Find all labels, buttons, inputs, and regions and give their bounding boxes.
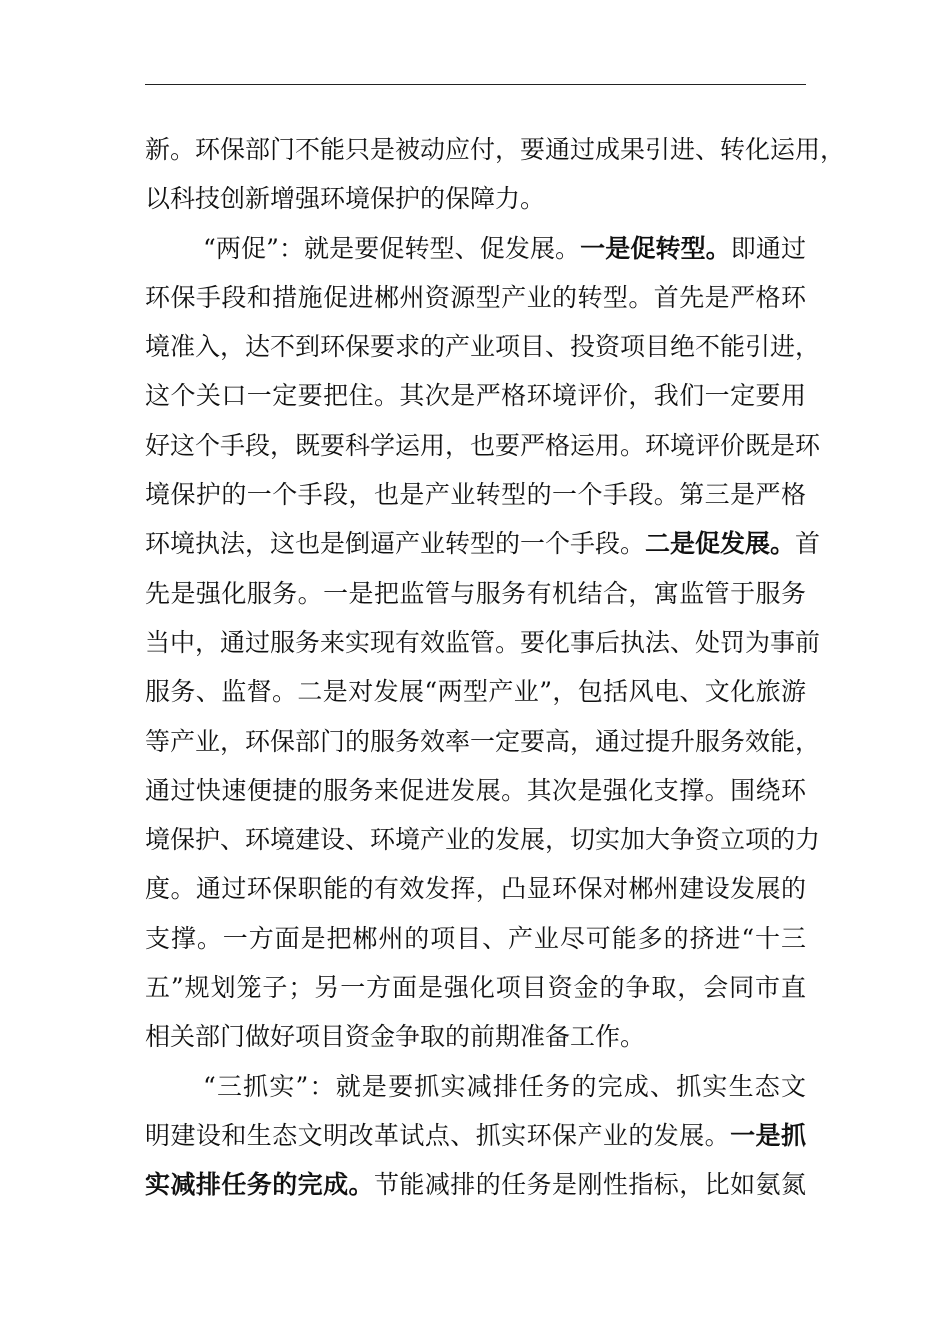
text-segment: 新。环保部门不能只是被动应付，要通过成果引进、转化运用， — [145, 135, 846, 164]
text-segment: 明建设和生态文明改革试点、抓实环保产业的发展。 — [145, 1120, 731, 1150]
text-line — [145, 470, 806, 519]
text-segment: 境保护、环境建设、环境产业的发展，切实加大争资立项的力 — [145, 825, 821, 855]
text-line — [145, 519, 821, 568]
text-line — [145, 371, 806, 420]
text-line — [145, 1062, 806, 1111]
header-rule — [145, 84, 806, 85]
text-segment: 首 — [795, 529, 821, 559]
text-segment: 境保护的一个手段，也是产业转型的一个手段。第三是严格 — [145, 480, 806, 510]
text-segment: 境准入，达不到环保要求的产业项目、投资项目绝不能引进， — [145, 332, 821, 362]
text-segment: 环境执法，这也是倒逼产业转型的一个手段。 — [145, 529, 646, 559]
text-segment: 当中，通过服务来实现有效监管。要化事后执法、处罚为事前 — [145, 627, 821, 657]
text-segment: 度。通过环保职能的有效发挥，凸显环保对郴州建设发展的 — [145, 874, 806, 904]
text-line — [145, 1111, 806, 1160]
text-line — [145, 174, 806, 223]
text-line — [145, 963, 806, 1012]
text-line — [145, 224, 806, 273]
bold-heading: 二是促发展。 — [645, 529, 796, 559]
text-line — [145, 717, 821, 766]
text-line — [145, 618, 821, 667]
text-segment: 相关部门做好项目资金争取的前期准备工作。 — [145, 1022, 646, 1052]
body-text — [145, 125, 846, 1210]
text-segment: 等产业，环保部门的服务效率一定要高，通过提升服务效能， — [145, 726, 821, 756]
text-segment: 支撑。一方面是把郴州的项目、产业尽可能多的挤进“十三 — [145, 923, 806, 953]
text-line — [145, 667, 806, 716]
bold-heading: 一是促转型。 — [580, 233, 731, 263]
text-segment: 节能减排的任务是刚性指标，比如氨氮 — [373, 1170, 806, 1200]
text-line — [145, 569, 806, 618]
text-segment: 即通过 — [730, 233, 806, 263]
text-line — [145, 1012, 806, 1061]
text-line — [145, 421, 821, 470]
text-line — [145, 864, 806, 913]
text-line — [145, 914, 806, 963]
text-line — [145, 1160, 806, 1209]
text-segment: 通过快速便捷的服务来促进发展。其次是强化支撑。围绕环 — [145, 775, 806, 805]
text-segment: 这个关口一定要把住。其次是严格环境评价，我们一定要用 — [145, 381, 806, 411]
text-line — [145, 815, 821, 864]
text-line — [145, 273, 806, 322]
text-segment: 环保手段和措施促进郴州资源型产业的转型。首先是严格环 — [145, 282, 806, 312]
bold-heading: 一是抓 — [730, 1120, 806, 1150]
text-segment: “两促”：就是要促转型、促发展。 — [203, 233, 581, 263]
text-segment: 五”规划笼子；另一方面是强化项目资金的争取，会同市直 — [145, 973, 806, 1003]
text-segment: 服务、监督。二是对发展“两型产业”，包括风电、文化旅游 — [145, 677, 806, 707]
text-segment: 先是强化服务。一是把监管与服务有机结合，寓监管于服务 — [145, 578, 806, 608]
text-segment: 以科技创新增强环境保护的保障力。 — [145, 184, 546, 214]
text-segment: 好这个手段，既要科学运用，也要严格运用。环境评价既是环 — [145, 430, 821, 460]
text-line — [145, 125, 846, 174]
text-line — [145, 766, 806, 815]
text-segment: “三抓实”：就是要抓实减排任务的完成、抓实生态文 — [203, 1071, 806, 1101]
text-line — [145, 322, 821, 371]
bold-heading: 实减排任务的完成。 — [145, 1170, 374, 1200]
